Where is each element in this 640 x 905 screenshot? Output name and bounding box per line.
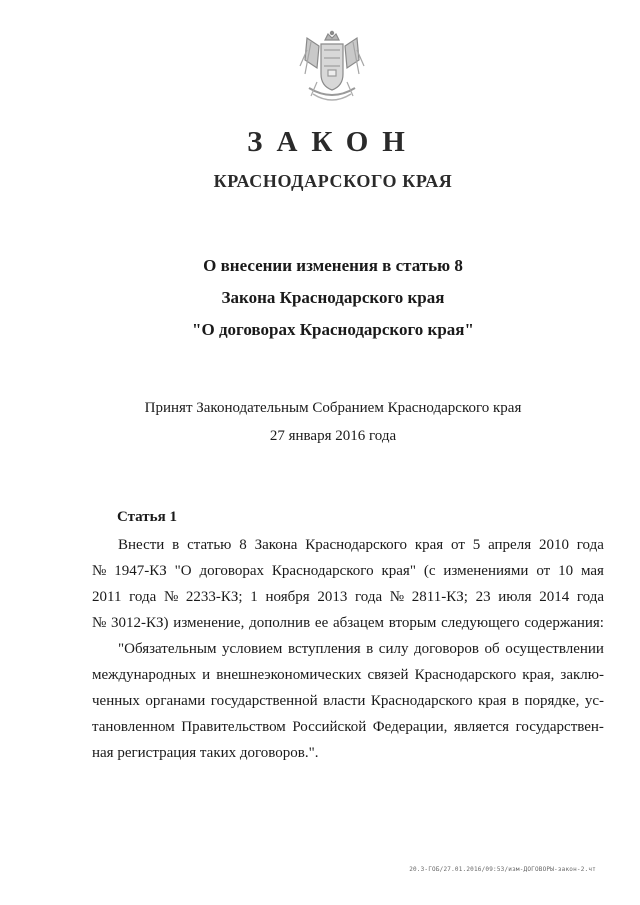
word: № [92, 615, 107, 631]
word: края [478, 693, 507, 709]
word: государствен- [515, 719, 604, 735]
word: Краснодарского [305, 537, 407, 553]
word: в [366, 641, 374, 657]
issuer-name: КРАСНОДАРСКОГО КРАЯ [213, 171, 453, 191]
word: условием [222, 641, 283, 657]
word: является [453, 719, 510, 735]
word: государственной [210, 693, 318, 709]
word: изменениями [443, 563, 529, 579]
title-line-2: Закона Краснодарского края [221, 288, 445, 307]
word: в [172, 537, 180, 553]
word: 8 [239, 537, 247, 553]
word: дополнив [249, 615, 311, 631]
word: "Обязательным [118, 641, 217, 657]
word: апреля [488, 537, 532, 553]
word: 2014 [539, 589, 570, 605]
word: Краснодарского [370, 693, 473, 709]
word: ус- [584, 693, 604, 709]
quote-line [118, 641, 604, 658]
word: органами [145, 693, 206, 709]
word: осуществлении [505, 641, 604, 657]
word: 1947-КЗ [114, 563, 167, 579]
word: Федерации, [372, 719, 448, 735]
word: ченных [92, 693, 140, 709]
word: заклю- [560, 667, 604, 683]
word: в [511, 693, 519, 709]
word: Российской [292, 719, 367, 735]
word: от [451, 537, 465, 553]
word: № [389, 589, 405, 605]
footer-file-code: 20.3-ГОБ/27.01.2016/09:53/изм-ДОГОВОРЫ-закон-2.чт [409, 866, 596, 873]
word: № [92, 563, 107, 579]
word: 3012-КЗ) [111, 615, 169, 631]
word: 2013 [317, 589, 348, 605]
word: Краснодарского [271, 563, 374, 579]
adoption-date: 27 января 2016 года [269, 428, 397, 444]
word: связей [367, 667, 409, 683]
word: об [484, 641, 500, 657]
title-line-1: О внесении изменения в статью 8 [203, 256, 463, 275]
word: июля [498, 589, 532, 605]
word: года [354, 589, 383, 605]
word: года [576, 589, 604, 605]
word: силу [378, 641, 409, 657]
title-line-3: "О договорах Краснодарского края" [192, 320, 474, 339]
word: края, [522, 667, 555, 683]
word: 2233-КЗ; [185, 589, 243, 605]
adopted-by: Принят Законодательным Собранием Краснодарского края [144, 400, 522, 416]
word: порядке, [524, 693, 580, 709]
word: внешнеэкономических [216, 667, 362, 683]
quote-line: ная регистрация таких договоров.". [92, 745, 319, 761]
word: года [129, 589, 157, 605]
word: года [576, 537, 604, 553]
word: 23 [475, 589, 491, 605]
word: договорах [199, 563, 265, 579]
word: содержания: [524, 615, 604, 631]
word: ее [314, 615, 329, 631]
word: 2011 [92, 589, 122, 605]
word: Краснодарского [414, 667, 517, 683]
word: "О [174, 563, 192, 579]
word: изменение, [173, 615, 245, 631]
quote-line [92, 719, 604, 736]
word: края [414, 537, 444, 553]
quote-line [92, 693, 604, 710]
word: мая [580, 563, 604, 579]
word: Внести [118, 537, 165, 553]
word: статью [187, 537, 232, 553]
word: и [202, 667, 211, 683]
article-body-line [92, 615, 604, 632]
quote-line [92, 667, 604, 684]
word: договоров [414, 641, 479, 657]
word: международных [92, 667, 197, 683]
word: края" [381, 563, 416, 579]
word: ноября [265, 589, 310, 605]
word: 2811-КЗ; [411, 589, 468, 605]
coat-of-arms-icon [297, 30, 367, 108]
word: № [163, 589, 179, 605]
word: 5 [472, 537, 481, 553]
word: тановленном [92, 719, 175, 735]
word: вторым [388, 615, 437, 631]
word: от [536, 563, 551, 579]
word: абзацем [332, 615, 385, 631]
word: 10 [558, 563, 574, 579]
word: 2010 [538, 537, 569, 553]
word: власти [323, 693, 366, 709]
word: Закона [254, 537, 298, 553]
word: следующего [441, 615, 520, 631]
article-body-line [118, 537, 604, 554]
word: вступления [287, 641, 361, 657]
word: Правительством [181, 719, 286, 735]
word: (с [423, 563, 436, 579]
word: 1 [250, 589, 258, 605]
article-body-line [92, 563, 604, 580]
document-type: ЗАКОН [247, 126, 419, 158]
article-body-line [92, 589, 604, 606]
article-heading: Статья 1 [117, 509, 177, 525]
